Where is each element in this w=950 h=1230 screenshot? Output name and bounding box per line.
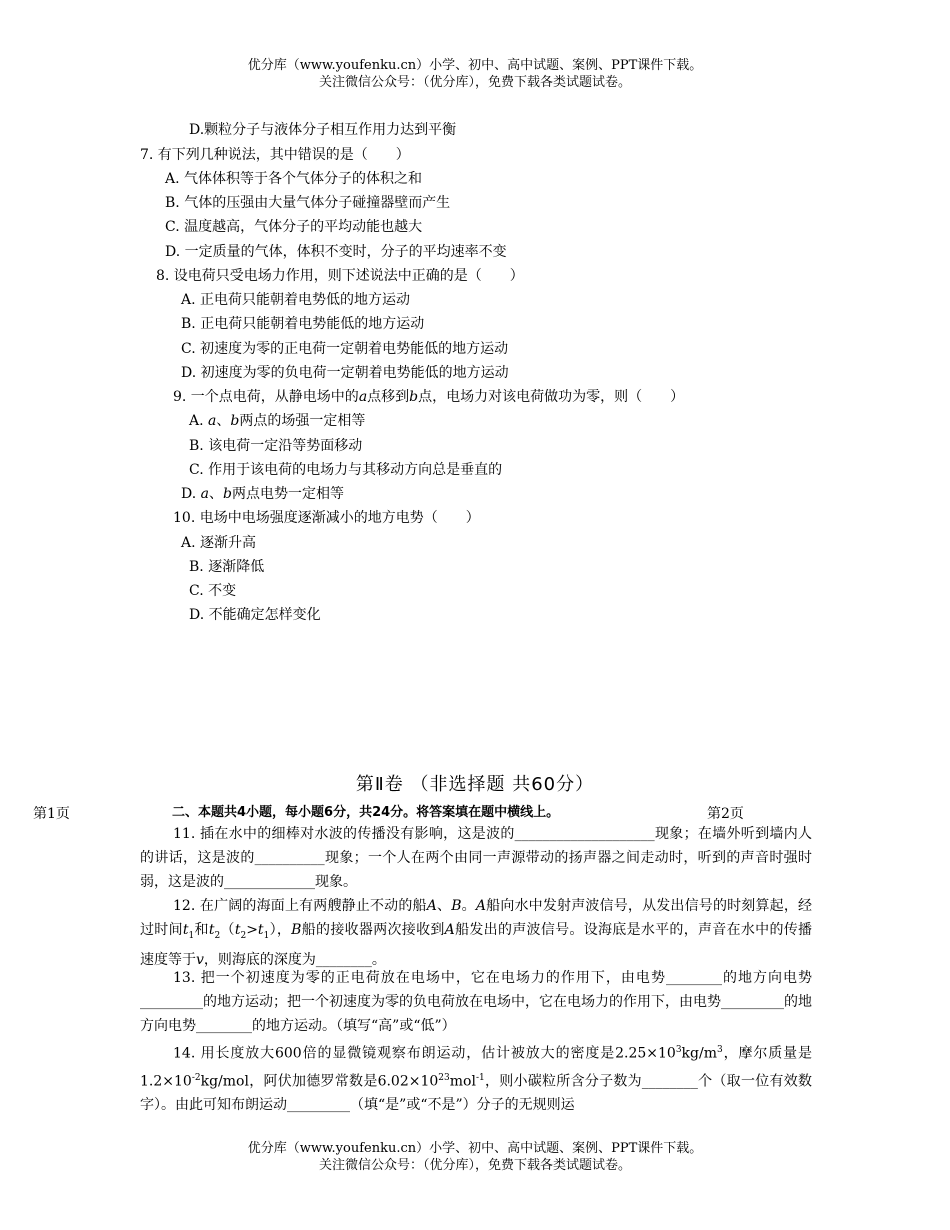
page-number-left: 第1页 — [33, 806, 70, 822]
q13-blank-3: _________ — [721, 994, 784, 1010]
q11-blank-2: __________ — [254, 850, 325, 866]
q7-option-b: B. 气体的压强由大量气体分子碰撞器壁而产生 — [165, 195, 451, 211]
q9-option-b: B. 该电荷一定沿等势面移动 — [189, 438, 363, 454]
q12-blank: ________ — [315, 951, 372, 968]
q7-option-c: C. 温度越高，气体分子的平均动能也越大 — [165, 219, 423, 235]
header-line-1: 优分库（www.youfenku.cn）小学、初中、高中试题、案例、PPT课件下载。 — [247, 58, 703, 73]
footer-line-1: 优分库（www.youfenku.cn）小学、初中、高中试题、案例、PPT课件下载。 — [247, 1141, 703, 1156]
q13-blank-4: ________ — [196, 1018, 252, 1034]
q7-option-a: A. 气体体积等于各个气体分子的体积之和 — [165, 171, 423, 187]
q10-option-a: A. 逐渐升高 — [181, 535, 257, 551]
section-subtitle: 二、本题共4小题，每小题6分，共24分。将答案填在题中横线上。 — [172, 805, 560, 820]
q10-option-c: C. 不变 — [189, 583, 237, 599]
q11-blank-3: _____________ — [224, 874, 315, 890]
q13-blank-2: _________ — [140, 994, 203, 1010]
page-footer — [0, 1140, 950, 1174]
q7-stem: 7. 有下列几种说法，其中错误的是（ ） — [140, 147, 410, 163]
page-header — [0, 57, 950, 91]
q13-paragraph: 13. 把一个初速度为零的正电荷放在电场中，它在电场力的作用下，由电势________的地方向电势_________的地方运动；把一个初速度为零的负电荷放在电场中，它在电场力的作用下，由电势_________的地方向电势________的地方运动。（填写“高”或“低”） — [140, 970, 812, 1034]
q14-blank-2: _________ — [287, 1097, 350, 1114]
q9-option-d: D. a、b两点电势一定相等 — [181, 486, 344, 502]
q14-paragraph: 14. 用长度放大600倍的显微镜观察布朗运动，估计被放大的密度是$2.25\times 10^3kg/m^3$，摩尔质量是$1.2\times 10^{-2}kg$/mol，阿伏加德罗常数是$6.02\times 10^{23}mol^{-1}$，则小碳粒所含分子数为________个（取一位有效数字）。由此可知布朗运动_________（填“是”或“不是”）分子的无规则运 — [140, 1045, 813, 1114]
q8-stem: 8. 设电荷只受电场力作用，则下述说法中正确的是（ ） — [156, 268, 524, 284]
q7-option-d: D. 一定质量的气体，体积不变时，分子的平均速率不变 — [165, 244, 507, 260]
q9-option-a: A. a、b两点的场强一定相等 — [189, 413, 366, 429]
q8-option-a: A. 正电荷只能朝着电势低的地方运动 — [181, 292, 411, 308]
q11-blank-1: ____________________ — [514, 826, 655, 842]
q8-option-d: D. 初速度为零的负电荷一定朝着电势能低的地方运动 — [181, 365, 509, 381]
q9-option-c: C. 作用于该电荷的电场力与其移动方向总是垂直的 — [189, 462, 503, 478]
page-number-right: 第2页 — [707, 806, 744, 822]
q12-paragraph: 12. 在广阔的海面上有两艘静止不动的船A、B。A船向水中发射声波信号，从发出信号的时刻算起，经过时间$t_1$和$t_2(t_2>t_1)$，B船的接收器两次接收到A船发出的声波信号。设海底是水平的，声音在水中的传播速度等于v，则海底的深度为________。 — [140, 898, 813, 968]
q10-option-d: D. 不能确定怎样变化 — [189, 607, 321, 623]
q8-option-b: B. 正电荷只能朝着电势能低的地方运动 — [181, 316, 425, 332]
q10-option-b: B. 逐渐降低 — [189, 559, 265, 575]
q14-blank-1: ________ — [641, 1073, 698, 1090]
q8-option-c: C. 初速度为零的正电荷一定朝着电势能低的地方运动 — [181, 341, 509, 357]
header-line-2: 关注微信公众号：（优分库），免费下载各类试题试卷。 — [318, 75, 631, 90]
q10-stem: 10. 电场中电场强度逐渐减小的地方电势（ ） — [173, 510, 480, 526]
q6-option-d: D.颗粒分子与液体分子相互作用力达到平衡 — [189, 122, 457, 138]
q11-paragraph: 11. 插在水中的细棒对水波的传播没有影响，这是波的____________________现象；在墙外听到墙内人的讲话，这是波的__________现象；一个人在两个由同一声源带动的扬声器之间走动时，听到的声音时强时弱，这是波的_____________现象。 — [140, 826, 813, 890]
footer-line-2: 关注微信公众号：（优分库），免费下载各类试题试卷。 — [318, 1158, 631, 1173]
section-title: 第Ⅱ卷 （非选择题 共60分） — [355, 774, 595, 795]
q13-blank-1: ________ — [665, 970, 722, 986]
q9-stem: 9. 一个点电荷，从静电场中的a点移到b点，电场力对该电荷做功为零，则（ ） — [173, 389, 685, 405]
